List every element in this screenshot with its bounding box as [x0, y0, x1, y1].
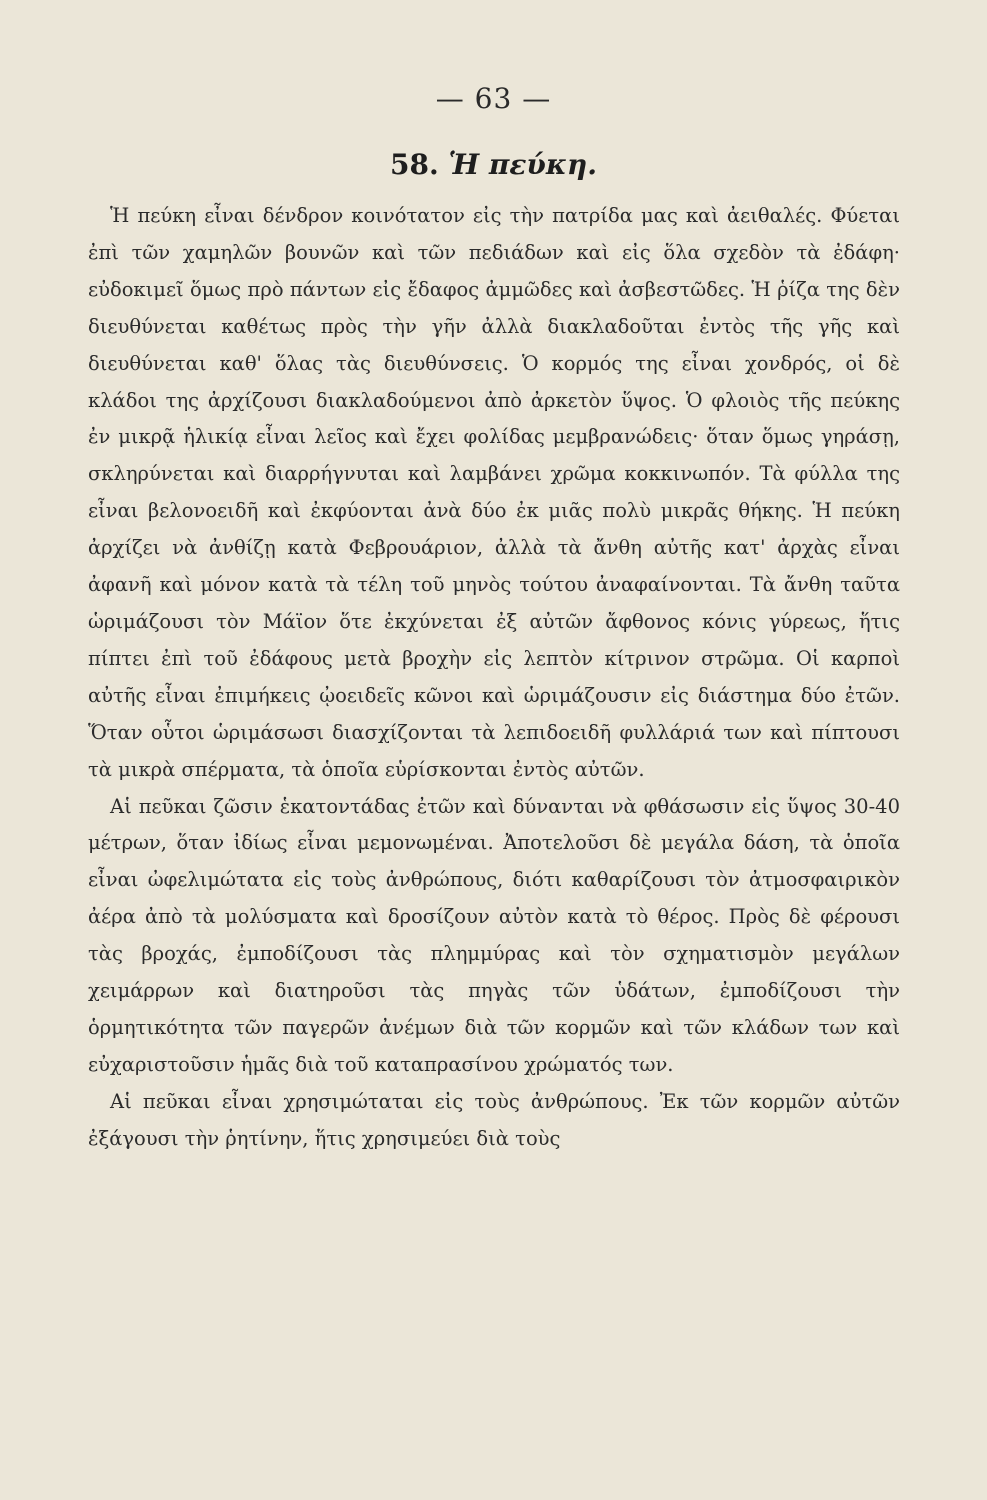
paragraph-2: Αἱ πεῦκαι ζῶσιν ἑκατοντάδας ἐτῶν καὶ δύνανται νὰ φθάσωσιν εἰς ὕψος 30-40 μέτρων, ὅταν ἰδίως εἶναι μεμονωμέναι. Ἀποτελοῦσι δὲ μεγάλα δάση, τὰ ὁποῖα εἶναι ὠφελιμώτατα εἰς τοὺς ἀνθρώπους, διότι καθαρίζουσι τὸν ἀτμοσφαιρικὸν ἀέρα ἀπὸ τὰ μολύσματα καὶ δροσίζουν αὐτὸν κατὰ τὸ θέρος. Πρὸς δὲ φέρουσι τὰς βροχάς, ἐμποδίζουσι τὰς πλημμύρας καὶ τὸν σχηματισμὸν μεγάλων χειμάρρων καὶ διατηροῦσι τὰς πηγὰς τῶν ὑδάτων, ἐμποδίζουσι τὴν ὁρμητικότητα τῶν παγερῶν ἀνέμων διὰ τῶν κορμῶν καὶ τῶν κλάδων των καὶ εὐχαριστοῦσιν ἡμᾶς διὰ τοῦ καταπρασίνου χρώματός των. [88, 794, 900, 1076]
section-title: Ἡ πεύκη. [448, 148, 597, 181]
body-text [88, 198, 900, 1158]
section-heading [0, 148, 987, 181]
page-number: — 63 — [435, 82, 552, 115]
paragraph-1: Ἡ πεύκη εἶναι δένδρον κοινότατον εἰς τὴν πατρίδα μας καὶ ἀειθαλές. Φύεται ἐπὶ τῶν χαμηλῶν βουνῶν καὶ τῶν πεδιάδων καὶ εἰς ὅλα σχεδὸν τὰ ἐδάφη· εὐδοκιμεῖ ὅμως πρὸ πάντων εἰς ἔδαφος ἀμμῶδες καὶ ἀσβεστῶδες. Ἡ ῥίζα της δὲν διευθύνεται καθέτως πρὸς τὴν γῆν ἀλλὰ διακλαδοῦται ἐντὸς τῆς γῆς καὶ διευθύνεται καθ' ὅλας τὰς διευθύνσεις. Ὁ κορμός της εἶναι χονδρός, οἱ δὲ κλάδοι της ἀρχίζουσι διακλαδούμενοι ἀπὸ ἀρκετὸν ὕψος. Ὁ φλοιὸς τῆς πεύκης ἐν μικρᾷ ἡλικίᾳ εἶναι λεῖος καὶ ἔχει φολίδας μεμβρανώδεις· ὅταν ὅμως γηράσῃ, σκληρύνεται καὶ διαρρήγνυται καὶ λαμβάνει χρῶμα κοκκινωπόν. Τὰ φύλλα της εἶναι βελονοειδῆ καὶ ἐκφύονται ἀνὰ δύο ἐκ μιᾶς πολὺ μικρᾶς θήκης. Ἡ πεύκη ἀρχίζει νὰ ἀνθίζῃ κατὰ Φεβρουάριον, ἀλλὰ τὰ ἄνθη αὐτῆς κατ' ἀρχὰς εἶναι ἀφανῆ καὶ μόνον κατὰ τὰ τέλη τοῦ μηνὸς τούτου ἀναφαίνονται. Τὰ ἄνθη ταῦτα ὡριμάζουσι τὸν Μάϊον ὅτε ἐκχύνεται ἐξ αὐτῶν ἄφθονος κόνις γύρεως, ἥτις πίπτει ἐπὶ τοῦ ἐδάφους μετὰ βροχὴν εἰς λεπτὸν κίτρινον στρῶμα. Οἱ καρποὶ αὐτῆς εἶναι ἐπιμήκεις ᾠοειδεῖς κῶνοι καὶ ὡριμάζουσιν εἰς διάστημα δύο ἐτῶν. Ὅταν οὗτοι ὡριμάσωσι διασχίζονται τὰ λεπιδοειδῆ φυλλάριά των καὶ πίπτουσι τὰ μικρὰ σπέρματα, τὰ ὁποῖα εὑρίσκονται ἐντὸς αὐτῶν. [88, 204, 900, 781]
paragraph-3: Αἱ πεῦκαι εἶναι χρησιμώταται εἰς τοὺς ἀνθρώπους. Ἐκ τῶν κορμῶν αὐτῶν ἐξάγουσι τὴν ῥητίνην, ἥτις χρησιμεύει διὰ τοὺς [88, 1089, 900, 1150]
section-number: 58. [390, 148, 439, 181]
